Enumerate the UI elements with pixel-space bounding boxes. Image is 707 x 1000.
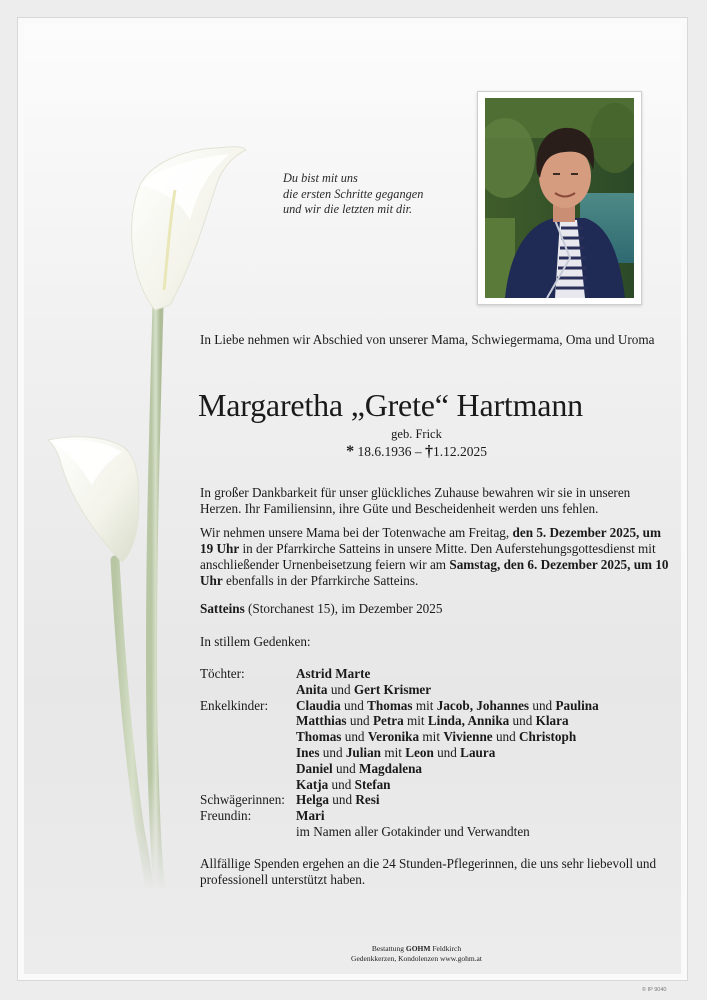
mourner-role bbox=[200, 745, 296, 761]
footer-line-1 bbox=[200, 944, 633, 954]
mourner-connector: mit bbox=[381, 744, 406, 760]
mourner-names bbox=[296, 698, 599, 714]
mourner-connector: mit bbox=[403, 713, 428, 729]
mourner-connector: und bbox=[327, 681, 354, 697]
mourner-name: Christoph bbox=[519, 729, 577, 745]
mourner-row bbox=[200, 761, 599, 777]
maiden-name: geb. Frick bbox=[391, 427, 442, 441]
gratitude-paragraph: In großer Dankbarkeit für unser glückliches Zuhause bewahren wir sie in unseren Herzen. Ihr Familiensinn, ihre Güte und Bescheidenheit werden uns fehlen. bbox=[200, 485, 631, 516]
funeral-home-name: GOHM bbox=[405, 944, 431, 953]
deceased-name: Margaretha „Grete“ Hartmann bbox=[198, 387, 583, 423]
death-cross-icon: † bbox=[424, 443, 433, 460]
mourner-name: Julian bbox=[345, 744, 382, 760]
mourner-row bbox=[200, 808, 599, 824]
mourner-role bbox=[200, 777, 296, 793]
intro-text: In Liebe nehmen wir Abschied von unserer Mama, Schwiegermama, Oma und Uroma bbox=[200, 332, 655, 347]
mourner-names bbox=[296, 824, 530, 840]
mourner-name: Petra bbox=[372, 713, 404, 729]
portrait-photo bbox=[477, 91, 642, 305]
mourner-name: Stefan bbox=[354, 776, 391, 792]
funeral-details-paragraph bbox=[200, 525, 670, 589]
mourner-connector: und bbox=[332, 760, 360, 776]
mourner-row bbox=[200, 682, 599, 698]
mourner-role bbox=[200, 761, 296, 777]
birth-star-icon: * bbox=[346, 443, 355, 460]
mourner-row bbox=[200, 777, 599, 793]
mourner-connector: und bbox=[340, 697, 368, 713]
funeral-text: ebenfalls in der Pfarrkirche Satteins. bbox=[222, 573, 419, 588]
vigil-datetime: den 5. Dezember 2025, um 19 Uhr bbox=[200, 525, 661, 556]
mourners-list bbox=[200, 666, 599, 840]
mourner-connector: und bbox=[346, 713, 373, 729]
mourner-row bbox=[200, 713, 599, 729]
mourner-connector: mit bbox=[412, 697, 437, 713]
mourner-name: Thomas bbox=[367, 697, 413, 713]
mourner-name: Paulina bbox=[555, 697, 599, 713]
mourner-name: Claudia bbox=[296, 697, 341, 713]
donation-paragraph: Allfällige Spenden ergehen an die 24 Stunden-Pflegerinnen, die uns sehr liebevoll und professionell unterstützt haben. bbox=[200, 856, 657, 887]
place-rest: (Storchanest 15), im Dezember 2025 bbox=[244, 601, 443, 616]
quote-line: Du bist mit uns bbox=[283, 171, 358, 185]
mourner-name: Helga bbox=[296, 792, 329, 808]
mourner-connector: und bbox=[328, 776, 355, 792]
mourner-role: Schwägerinnen: bbox=[200, 792, 285, 808]
mourner-connector: mit bbox=[419, 729, 444, 745]
mourner-row bbox=[200, 824, 599, 840]
quote-line: die ersten Schritte gegangen bbox=[283, 186, 424, 201]
mourner-name: Linda, Annika bbox=[427, 713, 510, 729]
death-date: 1.12.2025 bbox=[432, 444, 487, 459]
mourner-names bbox=[296, 777, 391, 793]
mourner-names bbox=[296, 761, 422, 777]
mourner-names bbox=[296, 745, 495, 761]
mourner-name: Ines bbox=[296, 744, 320, 760]
mourner-row bbox=[200, 729, 599, 745]
memorial-quote bbox=[283, 171, 468, 218]
mourner-names bbox=[296, 729, 576, 745]
mourner-name: Thomas bbox=[296, 729, 342, 745]
mourner-name: Matthias bbox=[296, 713, 347, 729]
mourner-connector: und bbox=[529, 697, 556, 713]
mourner-row bbox=[200, 698, 599, 714]
mourner-row bbox=[200, 792, 599, 808]
mourner-names bbox=[296, 713, 569, 729]
mourner-name: Daniel bbox=[296, 760, 333, 776]
funeral-home-footer bbox=[200, 944, 633, 964]
mourner-role: Töchter: bbox=[200, 666, 245, 681]
mourner-name: Vivienne bbox=[443, 729, 493, 745]
print-code: © IP 9040 bbox=[642, 987, 667, 993]
mourner-role bbox=[200, 824, 296, 840]
portrait-image bbox=[485, 98, 634, 298]
mourner-role bbox=[200, 682, 296, 698]
mourner-name: Resi bbox=[355, 792, 380, 808]
place-name: Satteins bbox=[200, 601, 245, 616]
funeral-text: Wir nehmen unsere Mama bei der Totenwache am Freitag, bbox=[200, 525, 513, 540]
footer-text: Feldkirch bbox=[430, 944, 462, 953]
mourner-name: Veronika bbox=[367, 729, 420, 745]
mourner-connector: und bbox=[328, 792, 356, 808]
mourner-names bbox=[296, 666, 370, 682]
mourner-role: Enkelkinder: bbox=[200, 697, 269, 713]
mourner-name: Jacob, Johannes bbox=[436, 697, 530, 713]
mourner-name: Klara bbox=[535, 713, 569, 729]
mourner-name: Astrid Marte bbox=[296, 666, 371, 681]
quote-line: und wir die letzten mit dir. bbox=[283, 202, 413, 216]
birth-date: 18.6.1936 bbox=[357, 444, 412, 459]
mourner-connector: und bbox=[433, 744, 461, 760]
service-datetime: Samstag, den 6. Dezember 2025, um 10 Uhr bbox=[200, 557, 669, 588]
mourner-name: Laura bbox=[460, 744, 496, 760]
mourner-name: Leon bbox=[405, 744, 434, 760]
mourner-role: Freundin: bbox=[200, 808, 252, 824]
mourner-name: Anita bbox=[296, 681, 328, 697]
mourner-role bbox=[200, 713, 296, 729]
mourner-connector: im Namen aller Gotakinder und Verwandten bbox=[296, 823, 530, 839]
mourner-name: Mari bbox=[296, 808, 325, 824]
mourner-row bbox=[200, 745, 599, 761]
mourner-name: Gert Krismer bbox=[353, 681, 432, 697]
footer-line-2: Gedenkkerzen, Kondolenzen www.gohm.at bbox=[351, 954, 482, 963]
funeral-text: in der Pfarrkirche Satteins in unsere Mitte. Den Auferstehungsgottesdienst mit anschließender Urnenbeisetzung feiern wir am bbox=[200, 541, 656, 572]
date-dash: – bbox=[414, 444, 422, 459]
mourner-names bbox=[296, 808, 325, 824]
mourner-connector: und bbox=[492, 729, 520, 745]
place-date-line bbox=[200, 601, 670, 617]
mourner-connector: und bbox=[509, 713, 536, 729]
mourner-connector: und bbox=[341, 729, 368, 745]
mourner-role bbox=[200, 729, 296, 745]
mourner-names bbox=[296, 792, 380, 808]
life-dates bbox=[200, 443, 633, 460]
footer-text: Bestattung bbox=[371, 944, 406, 953]
mourner-names bbox=[296, 682, 431, 698]
mourner-name: Katja bbox=[296, 776, 329, 792]
mourner-name: Magdalena bbox=[359, 760, 423, 776]
mourner-connector: und bbox=[319, 744, 346, 760]
closing-line: In stillem Gedenken: bbox=[200, 634, 311, 649]
mourner-row bbox=[200, 666, 599, 682]
